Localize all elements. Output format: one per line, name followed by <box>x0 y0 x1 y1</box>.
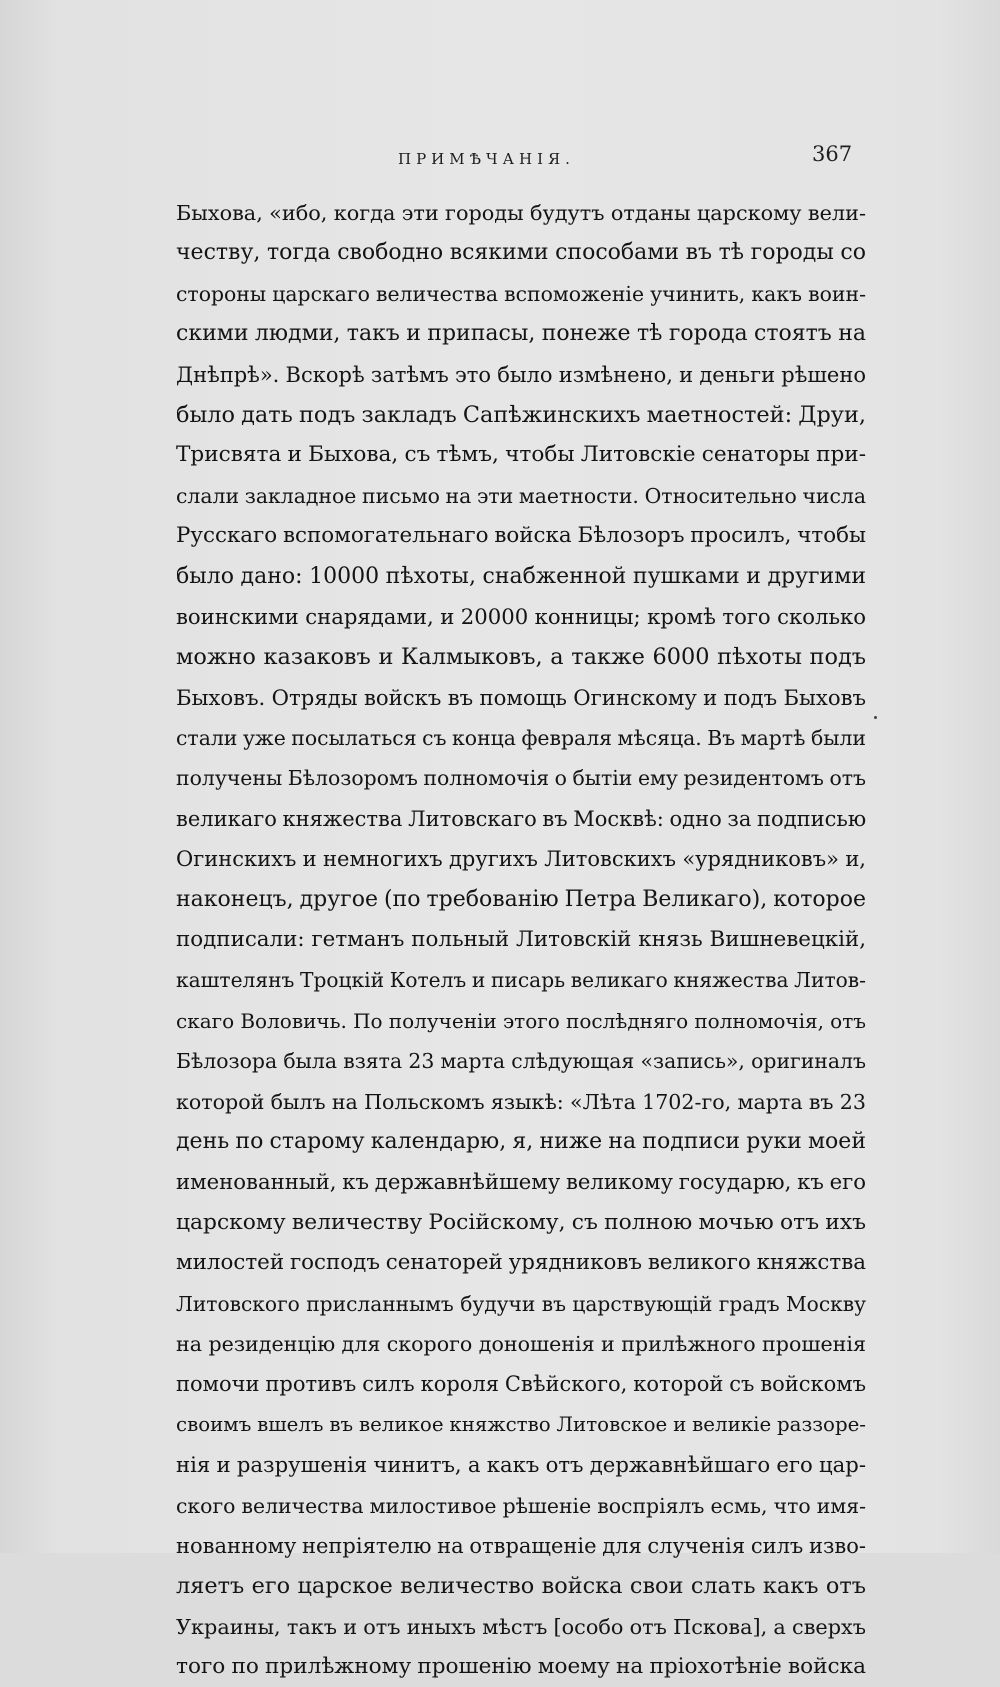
text-line: милостей господъ сенаторей урядниковъ великого княжства <box>176 1250 866 1276</box>
text-line: наконецъ, другое (по требованію Петра Великаго), которое <box>176 886 866 912</box>
text-line: Бѣлозора была взята 23 марта слѣдующая «запись», оригиналъ <box>176 1049 866 1074</box>
text-line: Литовского присланнымъ будучи въ царствующій градъ Москву <box>176 1291 866 1316</box>
text-line: нованному непріятелю на отвращеніе для слученія силъ изво- <box>176 1533 866 1558</box>
text-line: было дано: 10000 пѣхоты, снабженной пушками и другими <box>176 563 866 589</box>
text-line: Быховъ. Отряды войскъ въ помощь Огинскому и подъ Быховъ <box>176 684 866 710</box>
text-line: Украины, такъ и отъ иныхъ мѣстъ [особо отъ Пскова], а сверхъ <box>176 1614 866 1639</box>
text-line: нія и разрушенія чинитъ, а какъ отъ державнѣйшаго его цар- <box>176 1452 866 1478</box>
text-line: Огинскихъ и немногихъ другихъ Литовскихъ «урядниковъ» и, <box>176 847 866 872</box>
text-line: ляетъ его царское величество войска свои слать какъ отъ <box>176 1573 866 1600</box>
ink-speck <box>874 716 877 719</box>
body-text <box>176 193 866 1687</box>
text-line: каштелянъ Троцкій Котелъ и писарь великаго княжества Литов- <box>176 968 866 993</box>
running-title: ПРИМѢЧАНІЯ. <box>398 150 575 168</box>
text-line: слали закладное письмо на эти маетности. Относительно числа <box>176 483 866 508</box>
text-line: день по старому календарю, я, ниже на подписи руки моей <box>176 1128 866 1154</box>
text-line: на резиденцію для скорого доношенія и прилѣжного прошенія <box>176 1331 866 1356</box>
text-line: своимъ вшелъ въ великое княжство Литовское и великіе раззоре- <box>176 1412 866 1436</box>
text-line: скаго Воловичь. По полученіи этого послѣдняго полномочія, отъ <box>176 1008 866 1033</box>
text-line: Русскаго вспомогательнаго войска Бѣлозоръ просилъ, чтобы <box>176 523 866 549</box>
text-line: которой былъ на Польскомъ языкѣ: «Лѣта 1702-го, марта въ 23 <box>176 1089 866 1114</box>
text-line: великаго княжества Литовскаго въ Москвѣ: одно за подписью <box>176 806 867 831</box>
text-line: скими людми, такъ и припасы, понеже тѣ города стоятъ на <box>176 321 866 347</box>
text-line: стороны царскаго величества вспоможеніе учинить, какъ воин- <box>176 281 866 306</box>
text-line: Днѣпрѣ». Вскорѣ затѣмъ это было измѣнено, и деньги рѣшено <box>176 362 866 387</box>
text-line: было дать подъ закладъ Сапѣжинскихъ маетностей: Друи, <box>176 401 866 428</box>
text-line: Быхова, «ибо, когда эти городы будутъ отданы царскому вели- <box>176 201 866 225</box>
text-line: стали уже посылаться съ конца февраля мѣсяца. Въ мартѣ были <box>176 726 866 751</box>
page-number: 367 <box>812 142 853 166</box>
text-line: получены Бѣлозоромъ полномочія о бытіи ему резидентомъ отъ <box>176 766 866 791</box>
text-line: царскому величеству Російскому, съ полною мочью отъ ихъ <box>176 1209 866 1235</box>
text-line: помочи противъ силъ короля Свѣйского, которой съ войскомъ <box>176 1372 866 1397</box>
text-line: именованный, къ державнѣйшему великому государю, къ его <box>176 1169 866 1195</box>
text-line: воинскими снарядами, и 20000 конницы; кромѣ того сколько <box>176 603 866 629</box>
text-line: Трисвята и Быхова, съ тѣмъ, чтобы Литовскіе сенаторы при- <box>176 442 866 468</box>
text-line: честву, тогда свободно всякими способами въ тѣ городы со <box>176 240 866 266</box>
text-line: ского величества милостивое рѣшеніе воспріялъ есмь, что имя- <box>176 1493 866 1518</box>
text-line: подписали: гетманъ польный Литовскій князь Вишневецкій, <box>176 927 866 953</box>
text-line: того по прилѣжному прошенію моему на пріохотѣніе войска <box>176 1654 866 1680</box>
text-line: можно казаковъ и Калмыковъ, а также 6000 пѣхоты подъ <box>176 644 866 671</box>
